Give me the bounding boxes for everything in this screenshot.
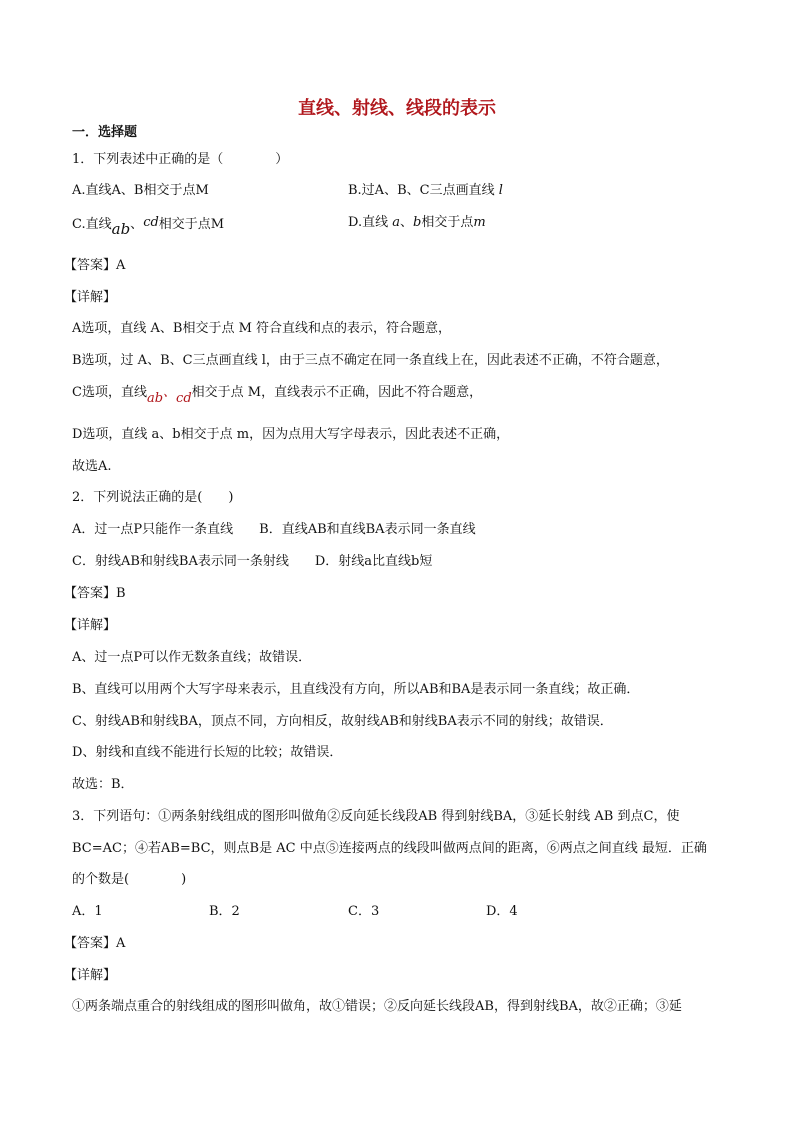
q1-detail-label: 【详解】	[64, 290, 117, 305]
q1-option-b-text: B.过A、B、C三点画直线	[348, 183, 499, 198]
q2-answer: 【答案】B	[64, 586, 126, 601]
q1-option-d-sep: 、	[400, 215, 414, 230]
q1-option-a: A.直线A、B相交于点M	[72, 183, 209, 198]
q1-explanation-c-cd: cd	[176, 391, 192, 406]
q1-explanation-b: B选项，过 A、B、C三点画直线 l，由于三点不确定在同一条直线上在，因此表述不正确，不符合题意，	[72, 353, 669, 368]
q2-detail-label: 【详解】	[64, 618, 117, 633]
q1-option-c-text: C.直线	[72, 217, 112, 232]
q1-option-c-sep: 、	[130, 217, 144, 232]
q3-option-c: C．3	[348, 904, 380, 919]
q2-explanation-c: C、射线AB和射线BA，顶点不同，方向相反，故射线AB和射线BA表示不同的射线；故错误．	[72, 714, 613, 729]
q2-stem: 2．下列说法正确的是( )	[72, 490, 234, 505]
q2-explanation-b: B、直线可以用两个大写字母来表示，且直线没有方向，所以AB和BA是表示同一条直线；故正确．	[72, 682, 640, 697]
q3-stem-line-3: 的个数是( )	[72, 872, 187, 887]
q1-option-d-mid: 相交于点	[421, 215, 474, 230]
q2-explanation-d: D、射线和直线不能进行长短的比较；故错误．	[72, 745, 343, 760]
q3-option-d: D．4	[486, 904, 518, 919]
q1-option-d-m: m	[473, 215, 486, 230]
q3-option-b: B．2	[209, 904, 240, 919]
q1-option-d-a: a	[392, 215, 400, 230]
document-title: 直线、射线、线段的表示	[298, 98, 496, 119]
q1-explanation-c-ab: ab	[146, 391, 164, 406]
q1-explanation-c-sep: 、	[163, 385, 177, 400]
q3-option-a: A．1	[72, 904, 103, 919]
q1-option-b	[348, 182, 503, 200]
q1-answer: 【答案】A	[64, 258, 126, 273]
q3-explanation-line-1: ①两条端点重合的射线组成的图形叫做角，故①错误；②反向延长线段AB，得到射线BA，故②正确；③延	[72, 999, 682, 1014]
q1-conclusion: 故选A.	[72, 459, 112, 474]
q1-option-d	[348, 214, 486, 232]
q1-explanation-c-suffix: 相交于点 M，直线表示不正确，因此不符合题意，	[191, 385, 483, 400]
q1-option-c-ab: ab	[111, 220, 131, 238]
q3-stem-line-1: 3．下列语句：①两条射线组成的图形叫做角②反向延长线段AB 得到射线BA，③延长射线 AB 到点C，使	[72, 809, 680, 824]
q1-explanation-d: D选项，直线 a、b相交于点 m，因为点用大写字母表示，因此表述不正确，	[72, 427, 510, 442]
q2-options-ab: A．过一点P只能作一条直线 B．直线AB和直线BA表示同一条直线	[72, 522, 476, 537]
q1-option-d-b: b	[413, 215, 422, 230]
q2-conclusion: 故选：B．	[72, 777, 134, 792]
q1-explanation-a: A选项，直线 A、B相交于点 M 符合直线和点的表示，符合题意，	[72, 321, 452, 336]
q1-option-c-suffix: 相交于点M	[158, 217, 225, 232]
q2-explanation-a: A、过一点P可以作无数条直线；故错误．	[72, 650, 312, 665]
section-heading: 一．选择题	[72, 125, 138, 140]
q1-option-d-text: D.直线	[348, 215, 393, 230]
q1-option-c	[72, 214, 225, 238]
q1-stem: 1．下列表述中正确的是（ ）	[72, 152, 289, 167]
q1-option-c-cd: cd	[143, 215, 159, 230]
q1-option-b-var: l	[498, 183, 503, 198]
q2-options-cd: C．射线AB和射线BA表示同一条射线 D．射线a比直线b短	[72, 554, 433, 569]
q1-explanation-c	[72, 384, 483, 406]
q3-answer: 【答案】A	[64, 936, 126, 951]
q3-stem-line-2: BC=AC；④若AB=BC，则点B是 AC 中点⑤连接两点的线段叫做两点间的距离，⑥两点之间直线 最短．正确	[72, 841, 707, 856]
q1-explanation-c-text: C选项，直线	[72, 385, 147, 400]
q3-detail-label: 【详解】	[64, 968, 117, 983]
